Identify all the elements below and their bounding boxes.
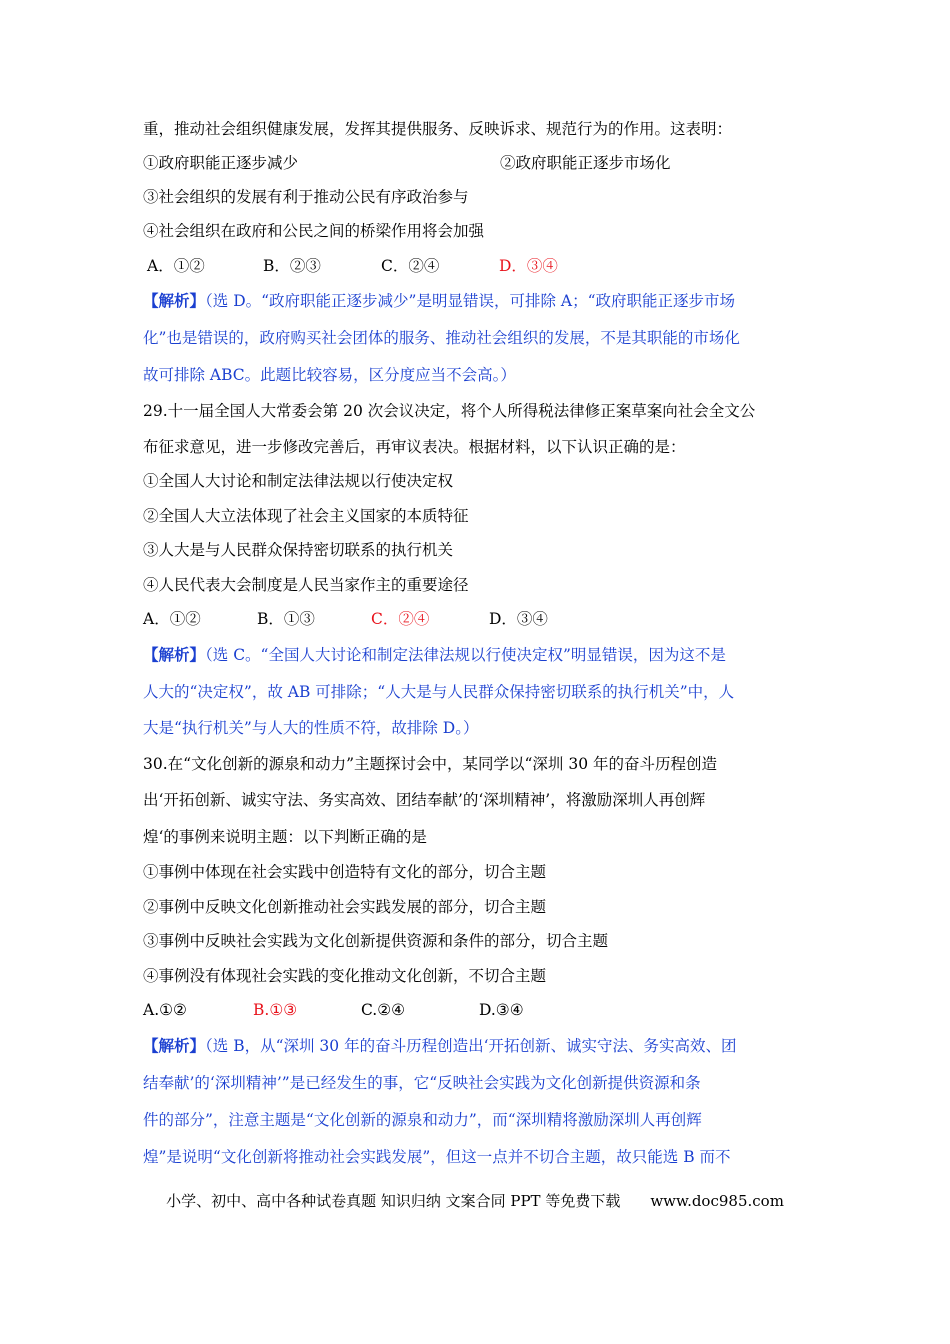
q29-option-a: A．①② <box>143 610 201 628</box>
q28-analysis-line-3: 故可排除 ABC。此题比较容易，区分度应当不会高。） <box>143 366 516 384</box>
q28-stem: 重，推动社会组织健康发展，发挥其提供服务、反映诉求、规范行为的作用。这表明： <box>143 120 733 138</box>
q29-item-4: ④人民代表大会制度是人民当家作主的重要途径 <box>143 576 469 594</box>
q28-option-c: C．②④ <box>381 257 440 275</box>
footer-url[interactable]: www.doc985.com <box>650 1192 784 1210</box>
q28-option-a: A．①② <box>147 257 205 275</box>
q30-option-a: A.①② <box>143 1001 187 1019</box>
q29-item-2: ②全国人大立法体现了社会主义国家的本质特征 <box>143 507 469 525</box>
q29-analysis-label: 【解析】 <box>143 645 206 664</box>
q28-analysis-line-2: 化”也是错误的，政府购买社会团体的服务、推动社会组织的发展，不是其职能的市场化 <box>143 329 740 347</box>
q30-item-1: ①事例中体现在社会实践中创造特有文化的部分，切合主题 <box>143 863 547 881</box>
q30-item-3: ③事例中反映社会实践为文化创新提供资源和条件的部分，切合主题 <box>143 932 609 950</box>
q29-option-c-answer: C．②④ <box>371 610 430 628</box>
q28-item-4: ④社会组织在政府和公民之间的桥梁作用将会加强 <box>143 222 485 240</box>
q30-item-4: ④事例没有体现社会实践的变化推动文化创新，不切合主题 <box>143 967 547 985</box>
q30-analysis-line-4: 煌”是说明“文化创新将推动社会实践发展”，但这一点并不切合主题，故只能选 B 而不 <box>143 1148 731 1166</box>
q29-analysis-line-1: 【解析】（选 C。“全国人大讨论和制定法律法规以行使决定权”明显错误，因为这不是 <box>143 645 726 664</box>
q28-option-d-answer: D．③④ <box>499 257 558 275</box>
q28-analysis-label: 【解析】 <box>143 291 206 310</box>
footer-text: 小学、初中、高中各种试卷真题 知识归纳 文案合同 PPT 等免费下载 <box>166 1192 621 1210</box>
q30-option-b-answer: B.①③ <box>253 1001 298 1019</box>
q28-item-3: ③社会组织的发展有利于推动公民有序政治参与 <box>143 188 469 206</box>
q29-analysis-line-3: 大是“执行机关”与人大的性质不符，故排除 D。） <box>143 719 479 737</box>
q28-option-b: B．②③ <box>263 257 321 275</box>
q30-analysis-label: 【解析】 <box>143 1036 206 1055</box>
q29-item-1: ①全国人大讨论和制定法律法规以行使决定权 <box>143 472 454 490</box>
q30-item-2: ②事例中反映文化创新推动社会实践发展的部分，切合主题 <box>143 898 547 916</box>
q30-analysis-line-1: 【解析】（选 B，从“深圳 30 年的奋斗历程创造出‘开拓创新、诚实守法、务实高效、团 <box>143 1036 737 1055</box>
q28-item-1: ①政府职能正逐步减少 <box>143 154 299 172</box>
q30-stem-line-1: 30.在“文化创新的源泉和动力”主题探讨会中，某同学以“深圳 30 年的奋斗历程创造 <box>143 755 718 773</box>
q28-analysis-line-1: 【解析】（选 D。“政府职能正逐步减少”是明显错误，可排除 A；“政府职能正逐步市场 <box>143 291 736 310</box>
q29-analysis-line-2: 人大的“决定权”，故 AB 可排除；“人大是与人民群众保持密切联系的执行机关”中，人 <box>143 683 735 701</box>
q29-item-3: ③人大是与人民群众保持密切联系的执行机关 <box>143 541 454 559</box>
q29-stem-line-2: 布征求意见，进一步修改完善后，再审议表决。根据材料，以下认识正确的是： <box>143 438 686 456</box>
q30-option-c: C.②④ <box>361 1001 406 1019</box>
q30-analysis-line-3: 件的部分”，注意主题是“文化创新的源泉和动力”，而“深圳精将激励深圳人再创辉 <box>143 1111 702 1129</box>
q29-option-d: D．③④ <box>489 610 548 628</box>
q30-stem-line-2: 出‘开拓创新、诚实守法、务实高效、团结奉献’的‘深圳精神’，将激励深圳人再创辉 <box>143 791 706 809</box>
q30-analysis-line-2: 结奉献’的‘深圳精神’”是已经发生的事，它“反映社会实践为文化创新提供资源和条 <box>143 1074 701 1092</box>
q28-item-2: ②政府职能正逐步市场化 <box>500 154 671 172</box>
q29-stem-line-1: 29.十一届全国人大常委会第 20 次会议决定，将个人所得税法律修正案草案向社会全文公 <box>143 402 756 420</box>
q29-option-b: B．①③ <box>257 610 315 628</box>
q30-option-d: D.③④ <box>479 1001 524 1019</box>
page-footer <box>0 1190 950 1212</box>
q30-stem-line-3: 煌‘的事例来说明主题：以下判断正确的是 <box>143 828 427 846</box>
